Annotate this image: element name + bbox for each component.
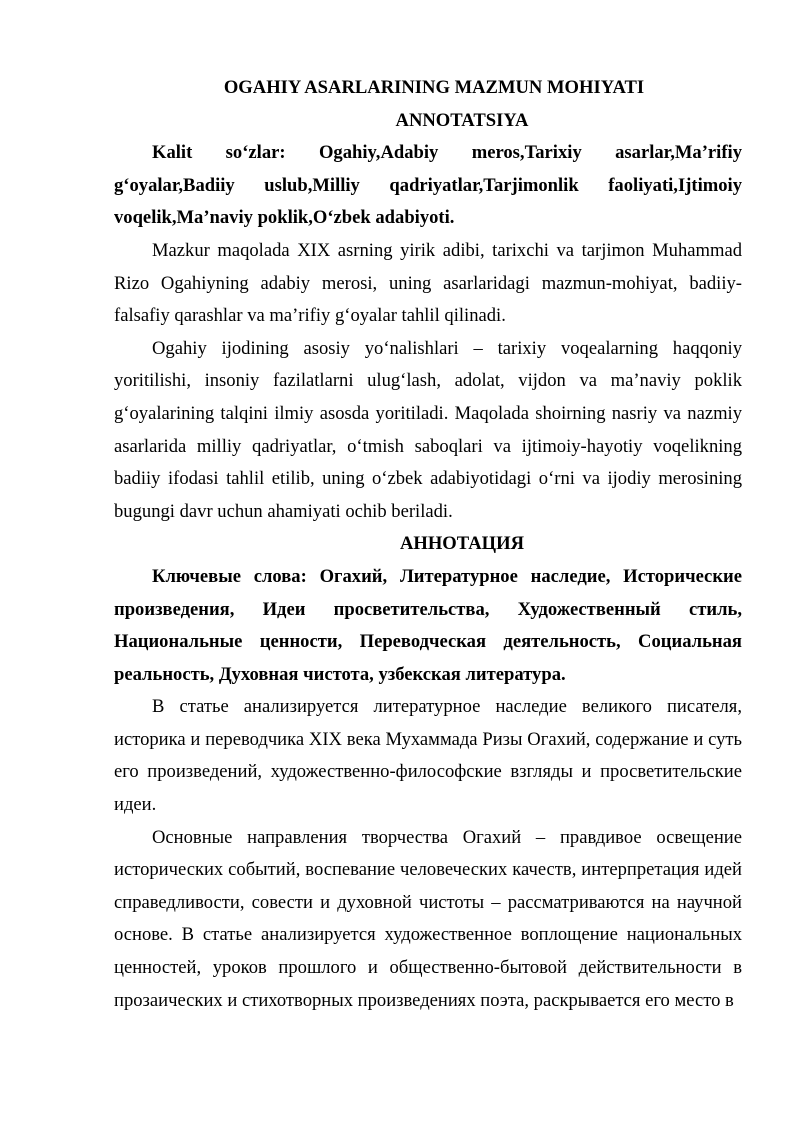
ru-annotation-heading: АННОТАЦИЯ <box>399 533 525 555</box>
uz-keywords: Kalit so‘zlar: Ogahiy,Adabiy meros,Tarixiy asarlar,Ma’rifiy g‘oyalar,Badiiy uslub,Milliy qadriyatlar,Tarjimonlik faoliyati,Ijtimoiy voqelik,Ma’naviy poklik,O‘zbek adabiyoti. <box>114 142 742 229</box>
uz-paragraph-2: Ogahiy ijodining asosiy yo‘nalishlari – tarixiy voqealarning haqqoniy yoritilishi, insoniy fazilatlarni ulug‘lash, adolat, vijdon va ma’naviy poklik g‘oyalarining talqini ilmiy asosda yoritiladi. Maqolada shoirning nasriy va nazmiy asarlarida milliy qadriyatlar, o‘tmish saboqlari va ijtimoiy-hayotiy voqelikning badiiy ifodasi tahlil etilib, uning o‘zbek adabiyotidagi o‘rni va ijodiy merosining bugungi davr uchun ahamiyati ochib beriladi. <box>114 337 742 522</box>
uz-paragraph-1: Mazkur maqolada XIX asrning yirik adibi, tarixchi va tarjimon Muhammad Rizo Ogahiyning adabiy merosi, uning asarlaridagi mazmun-mohiyat, badiiy-falsafiy qarashlar va ma’rifiy g‘oyalar tahlil qilinadi. <box>114 239 742 327</box>
uz-annotation-heading: ANNOTATSIYA <box>395 109 529 131</box>
ru-paragraph-2: Основные направления творчества Огахий – правдивое освещение исторических событий, воспевание человеческих качеств, интерпретация идей справедливости, совести и духовной чистоты – рассматриваются на научной основе. В статье анализируется художественное воплощение национальных ценностей, уроков прошлого и общественно-бытовой действительности в прозаических и стихотворных произведениях поэта, раскрывается его место в <box>114 826 742 1011</box>
document-title: OGAHIY ASARLARINING MAZMUN MOHIYATI <box>223 77 645 98</box>
document-page <box>114 70 742 1017</box>
ru-keywords: Ключевые слова: Огахий, Литературное наследие, Исторические произведения, Идеи просветительства, Художественный стиль, Национальные ценности, Переводческая деятельность, Социальная реальность, Духовная чистота, узбекская литература. <box>114 565 742 685</box>
ru-paragraph-1: В статье анализируется литературное наследие великого писателя, историка и переводчика XIX века Мухаммада Ризы Огахий, содержание и суть его произведений, художественно-философские взгляды и просветительские идеи. <box>114 696 742 816</box>
